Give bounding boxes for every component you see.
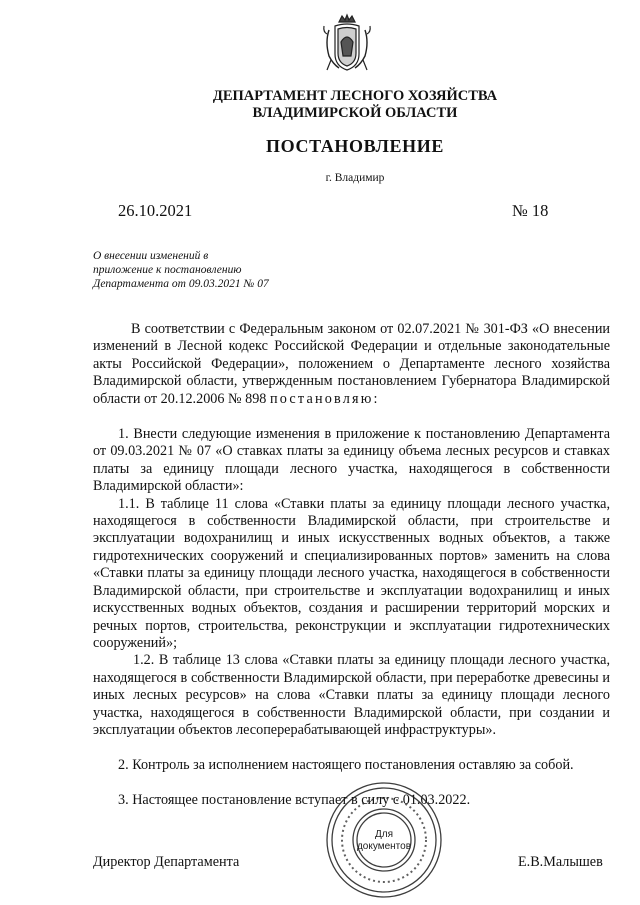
subject-line2: приложение к постановлению: [93, 264, 242, 276]
document-date: 26.10.2021: [118, 201, 193, 220]
department-line1: ДЕПАРТАМЕНТ ЛЕСНОГО ХОЗЯЙСТВА: [212, 88, 498, 104]
preamble-paragraph: [93, 321, 610, 408]
subject-line1: О внесении изменений в: [93, 250, 209, 262]
item-2: [93, 757, 610, 774]
coat-of-arms-icon: [321, 12, 373, 74]
postanovlyayu-word: постановляю:: [269, 390, 380, 407]
official-stamp-icon: [324, 780, 444, 900]
document-subject: [93, 249, 269, 291]
document-type: ПОСТАНОВЛЕНИЕ: [266, 136, 444, 156]
item-1-2-text: 1.2. В таблице 13 слова «Ставки платы за единицу площади лесного участка, находящегося в собственности Владимирской области, при переработке древесины и иных лесных ресурсов» на слова «Ставки платы за единицу площади лесного участка, находящегося в собственности Владимирской области, при создании и эксплуатации объектов лесоперерабатывающей инфраструктуры».: [93, 652, 610, 738]
item-1-1-text: 1.1. В таблице 11 слова «Ставки платы за единицу площади лесного участка, находящегося в собственности Владимирской области, при строительстве и эксплуатации водохранилищ и иных искусственных водных объектов, а также гидротехнических сооружений и специализированных портов» заменить на слова «Ставки платы за единицу площади лесного участка, находящегося в собственности Владимирской области, при строительстве и эксплуатации водохранилищ и иных искусственных водных объектов, создания и расширении территорий морских и речных портов, строительства, реконструкции и эксплуатации гидротехнических сооружений»;: [93, 495, 610, 651]
item-1-1: [93, 496, 610, 653]
department-line2: ВЛАДИМИРСКОЙ ОБЛАСТИ: [252, 105, 458, 121]
stamp-text-line1: Для: [374, 829, 394, 840]
signatory-position: Директор Департамента: [93, 854, 240, 870]
department-name: [0, 88, 640, 122]
stamp-text-line2: документов: [356, 841, 412, 852]
city: г. Владимир: [325, 172, 385, 184]
document-number: № 18: [512, 201, 549, 220]
item-2-text: 2. Контроль за исполнением настоящего постановления оставляю за собой.: [118, 757, 574, 774]
subject-line3: Департамента от 09.03.2021 № 07: [93, 278, 269, 290]
item-3-text: 3. Настоящее постановление вступает в силу с 01.03.2022.: [118, 791, 471, 808]
signatory-name: Е.В.Малышев: [518, 854, 603, 870]
preamble-text: В соответствии с Федеральным законом от 02.07.2021 № 301-ФЗ «О внесении изменений в Лесной кодекс Российской Федерации и отдельные законодательные акты Российской Федерации», положением о Департаменте лесного хозяйства Владимирской области, утвержденным постановлением Губернатора Владимирской области от 20.12.2006 № 898: [93, 321, 610, 407]
item-1: 1. Внести следующие изменения в приложение к постановлению Департамента от 09.03.2021 № 07 «О ставках платы за единицу объема лесных ресурсов и ставках платы за единицу площади лесного участка, находящегося в собственности Владимирской области»:: [93, 426, 610, 495]
item-1-2: [93, 652, 610, 739]
document-body: [93, 321, 610, 809]
